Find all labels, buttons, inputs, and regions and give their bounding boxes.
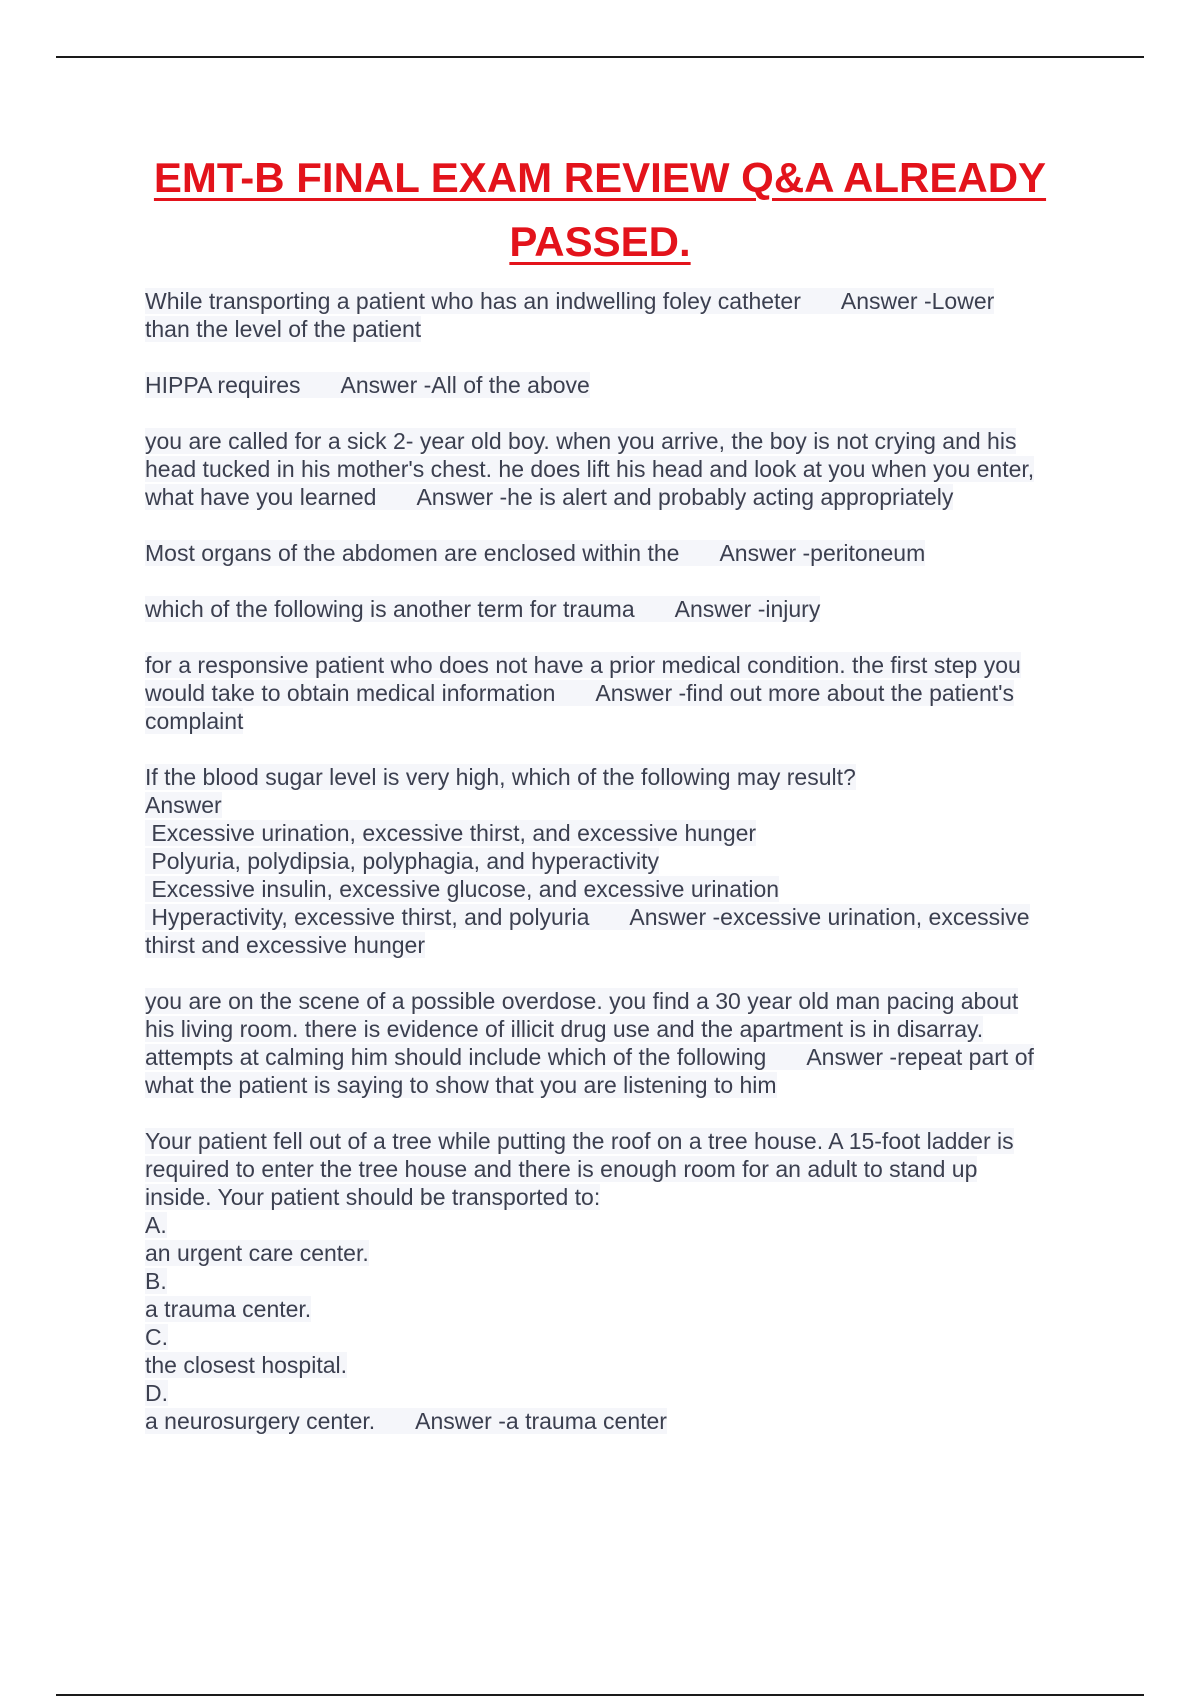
answer-text: Answer -injury xyxy=(674,596,821,622)
option-text: a neurosurgery center. xyxy=(145,1408,376,1434)
question-text: for a responsive patient who does not have a prior medical condition. the first step you xyxy=(145,652,1021,678)
answer-text-cont: what the patient is saying to show that you are listening to him xyxy=(145,1072,777,1098)
document-title xyxy=(150,146,1050,274)
qa-item-4 xyxy=(145,539,1085,567)
footer-rule xyxy=(56,1694,1144,1696)
option-label: C. xyxy=(145,1324,168,1350)
answer-text-cont: than the level of the patient xyxy=(145,316,422,342)
answer-label: Answer xyxy=(145,792,222,818)
option-label: B. xyxy=(145,1268,167,1294)
answer-text-cont: complaint xyxy=(145,708,244,734)
qa-item-8 xyxy=(145,987,1085,1099)
question-text: Your patient fell out of a tree while putting the roof on a tree house. A 15-foot ladder is xyxy=(145,1128,1014,1154)
answer-text: Answer -peritoneum xyxy=(719,540,926,566)
option-text: the closest hospital. xyxy=(145,1352,348,1378)
question-text: Most organs of the abdomen are enclosed within the xyxy=(145,540,680,566)
question-text: While transporting a patient who has an indwelling foley catheter xyxy=(145,288,801,314)
answer-text: Answer -All of the above xyxy=(340,372,590,398)
question-text: what have you learned xyxy=(145,484,377,510)
question-text: If the blood sugar level is very high, which of the following may result? xyxy=(145,764,856,790)
question-text: required to enter the tree house and there is enough room for an adult to stand up xyxy=(145,1156,978,1182)
question-text: you are called for a sick 2- year old boy. when you arrive, the boy is not crying and his xyxy=(145,428,1017,454)
option-label: D. xyxy=(145,1380,168,1406)
question-text: head tucked in his mother's chest. he does lift his head and look at you when you enter, xyxy=(145,456,1035,482)
qa-list xyxy=(145,287,1085,1463)
option-text: Excessive urination, excessive thirst, and excessive hunger xyxy=(145,820,757,846)
question-text: inside. Your patient should be transported to: xyxy=(145,1184,601,1210)
question-text: HIPPA requires xyxy=(145,372,301,398)
question-text: would take to obtain medical information xyxy=(145,680,556,706)
question-text: you are on the scene of a possible overdose. you find a 30 year old man pacing about xyxy=(145,988,1019,1014)
option-label: A. xyxy=(145,1212,167,1238)
qa-item-9 xyxy=(145,1127,1085,1435)
option-text: Polyuria, polydipsia, polyphagia, and hyperactivity xyxy=(145,848,659,874)
answer-text: Answer -he is alert and probably acting appropriately xyxy=(416,484,954,510)
qa-item-7 xyxy=(145,763,1085,959)
option-text: Hyperactivity, excessive thirst, and polyuria xyxy=(145,904,590,930)
qa-item-5 xyxy=(145,595,1085,623)
qa-item-1 xyxy=(145,287,1085,343)
question-text: which of the following is another term for trauma xyxy=(145,596,635,622)
answer-text: Answer -Lower xyxy=(840,288,995,314)
answer-text: Answer -a trauma center xyxy=(415,1408,667,1434)
title-line-2: PASSED. xyxy=(509,218,691,265)
answer-text: Answer -find out more about the patient's xyxy=(595,680,1015,706)
option-text: an urgent care center. xyxy=(145,1240,369,1266)
question-text: his living room. there is evidence of illicit drug use and the apartment is in disarray. xyxy=(145,1016,984,1042)
option-text: Excessive insulin, excessive glucose, and excessive urination xyxy=(145,876,780,902)
question-text: attempts at calming him should include which of the following xyxy=(145,1044,767,1070)
qa-item-2 xyxy=(145,371,1085,399)
answer-text-cont: thirst and excessive hunger xyxy=(145,932,425,958)
title-line-1: EMT-B FINAL EXAM REVIEW Q&A ALREADY xyxy=(153,154,1047,201)
answer-text: Answer -repeat part of xyxy=(806,1044,1034,1070)
header-rule xyxy=(56,56,1144,58)
qa-item-3 xyxy=(145,427,1085,511)
qa-item-6 xyxy=(145,651,1085,735)
option-text: a trauma center. xyxy=(145,1296,312,1322)
answer-text: Answer -excessive urination, excessive xyxy=(629,904,1030,930)
